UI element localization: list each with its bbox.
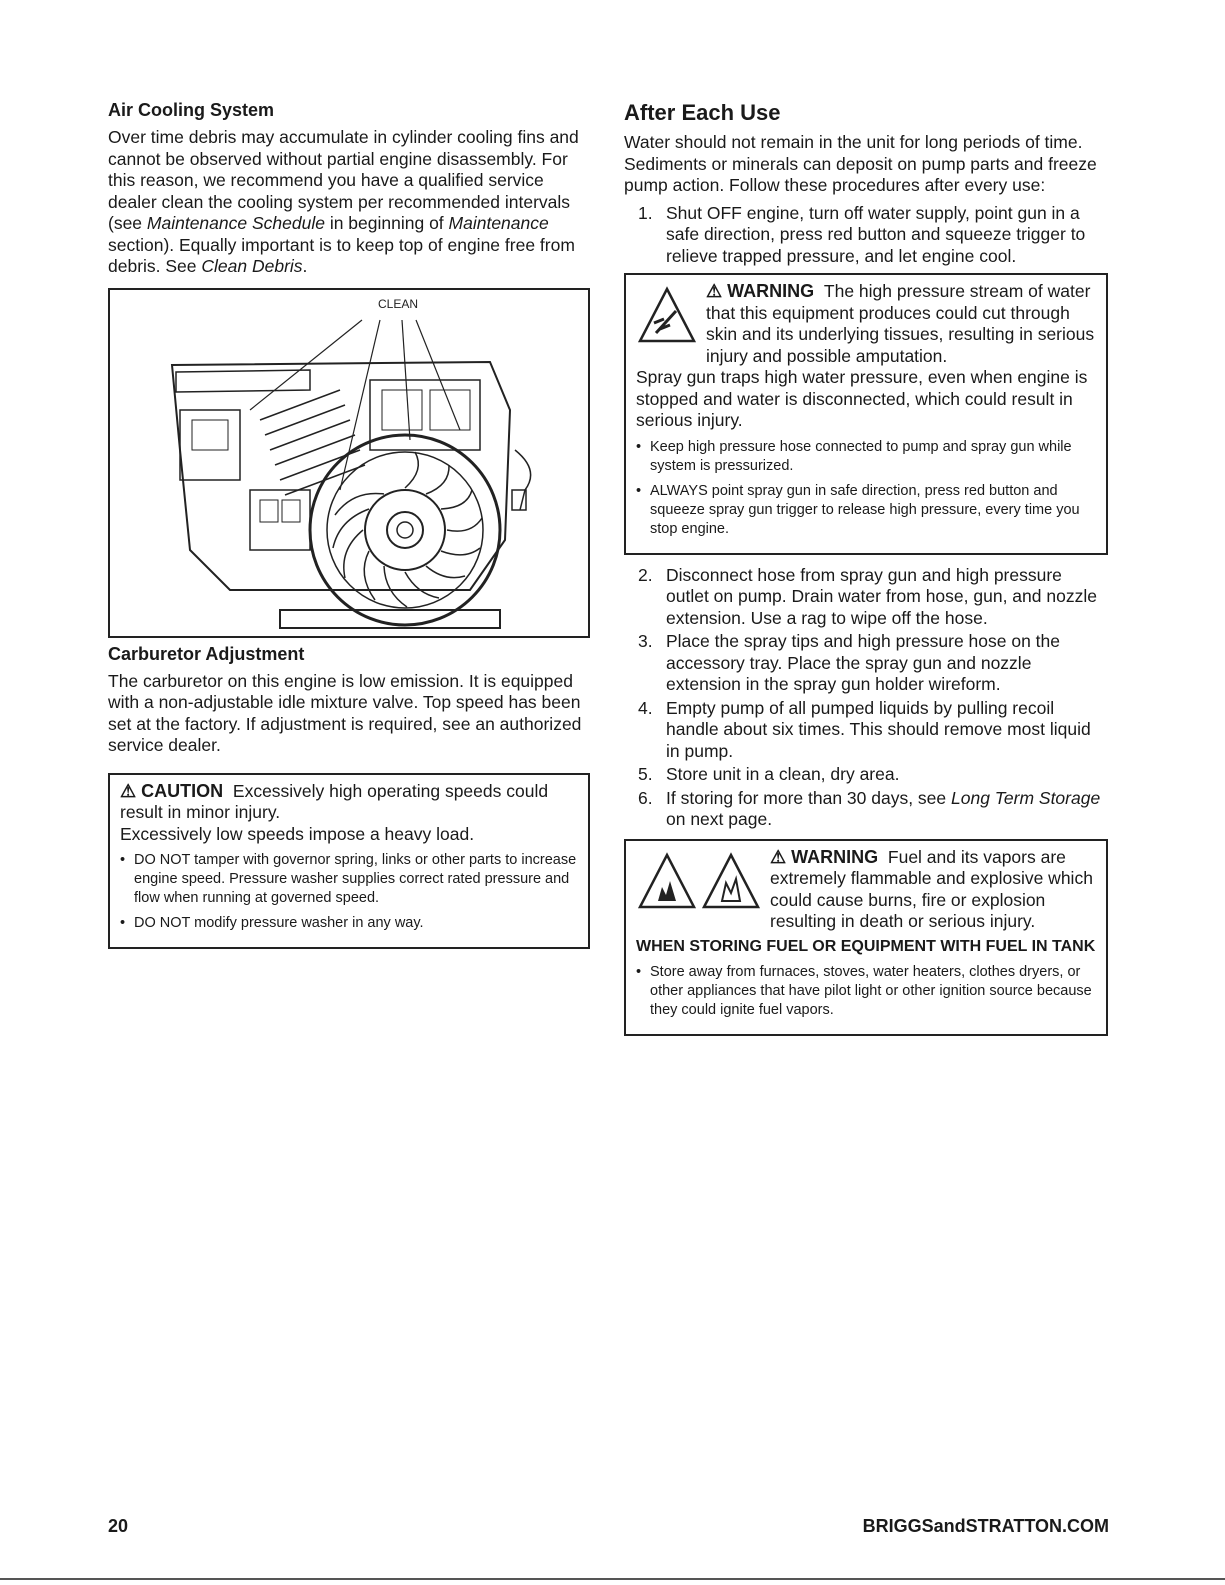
carburetor-heading: Carburetor Adjustment [108,643,305,664]
steps-list-2 [624,565,1108,831]
warning1-bullets [636,438,1096,539]
step-item: 1. Shut OFF engine, turn off water supply, point gun in a safe direction, press red button and squeeze trigger to relieve trapped pressure, and let engine cool. [638,202,1086,266]
right-column [624,100,1108,1036]
step-item: 5. Store unit in a clean, dry area. [638,764,900,784]
bottom-rule [0,1578,1225,1580]
website: BRIGGSandSTRATTON.COM [862,1516,1109,1536]
steps-list-1 [624,203,1108,268]
alert-triangle-icon: ⚠ [706,281,723,301]
cut-hazard-icon [636,285,698,347]
warning1-signal: ⚠ WARNING [706,281,815,301]
warning1-lead: ⚠ WARNING The high pressure stream of water that this equipment produces could cut through skin and its underlying tissues, resulting in serious injury and possible amputation. [636,281,1096,367]
warning2-lead: ⚠ WARNING Fuel and its vapors are extremely flammable and explosive which could cause burns, fire or explosion resulting in death or serious injury. [636,847,1096,933]
step-item: 2. Disconnect hose from spray gun and high pressure outlet on pump. Drain water from hose, gun, and nozzle extension. Use a rag to wipe off the hose. [638,564,1097,628]
engine-illustration [110,290,588,632]
caution-bullet: • DO NOT tamper with governor spring, links or other parts to increase engine speed. Pressure washer supplies correct rated pressure and flow when running at governed speed. [120,851,578,908]
alert-triangle-icon: ⚠ [770,846,787,867]
left-column [108,100,590,949]
warning2-signal: ⚠ WARNING [770,846,879,867]
warning1-bullet: • ALWAYS point spray gun in safe direction, press red button and squeeze spray gun trigger to release high pressure, every time you stop engine. [636,482,1096,539]
warning-box-fuel [624,839,1108,1036]
alert-triangle-icon: ⚠ [120,780,137,801]
warning2-bullets [636,963,1096,1020]
step-item: 3. Place the spray tips and high pressure hose on the accessory tray. Place the spray gun and nozzle extension in the spray gun holder wireform. [638,631,1060,694]
warning2-caps: WHEN STORING FUEL OR EQUIPMENT WITH FUEL IN TANK [636,937,1096,955]
page-number: 20 [108,1516,129,1536]
fire-explosion-hazard-icons [636,851,762,913]
step-item: 4. Empty pump of all pumped liquids by pulling recoil handle about six times. This should remove most liquid in pump. [638,697,1091,761]
carburetor-paragraph: The carburetor on this engine is low emission. It is equipped with a non-adjustable idle mixture valve. Top speed has been set at the factory. If adjustment is required, see an authorized service dealer. [108,670,582,755]
after-each-use-intro: Water should not remain in the unit for long periods of time. Sediments or minerals can deposit on pump parts and freeze pump action. Follow these procedures after every use: [624,132,1097,195]
caution-box [108,773,590,950]
air-cooling-heading: Air Cooling System [108,100,275,120]
warning2-bullet: • Store away from furnaces, stoves, water heaters, clothes dryers, or other appliances that have pilot light or other ignition source because they could ignite fuel vapors. [636,963,1096,1020]
caution-bullet: • DO NOT modify pressure washer in any way. [120,914,578,933]
caution-bullets [120,851,578,933]
warning-box-pressure [624,273,1108,555]
air-cooling-paragraph: Over time debris may accumulate in cylinder cooling fins and cannot be observed without partial engine disassembly. For this reason, we recommend you have a qualified service dealer clean the cooling system per recommended intervals (see Maintenance Schedule in beginning of Maintenance section). Equally important is to keep top of engine free from debris. See Clean Debris. [108,127,579,276]
after-each-use-heading: After Each Use [624,100,781,125]
engine-figure [108,288,590,638]
step-item: 6. If storing for more than 30 days, see Long Term Storage on next page. [638,787,1101,829]
caution-line2: Excessively low speeds impose a heavy load. [120,823,475,844]
caution-signal: ⚠ CAUTION [120,780,224,801]
warning1-line2: Spray gun traps high water pressure, even when engine is stopped and water is disconnected, which could result in serious injury. [636,367,1088,430]
figure-label: CLEAN [378,296,419,311]
warning1-bullet: • Keep high pressure hose connected to pump and spray gun while system is pressurized. [636,438,1096,476]
caution-lead: ⚠ CAUTION Excessively high operating speeds could result in minor injury. [120,780,549,822]
